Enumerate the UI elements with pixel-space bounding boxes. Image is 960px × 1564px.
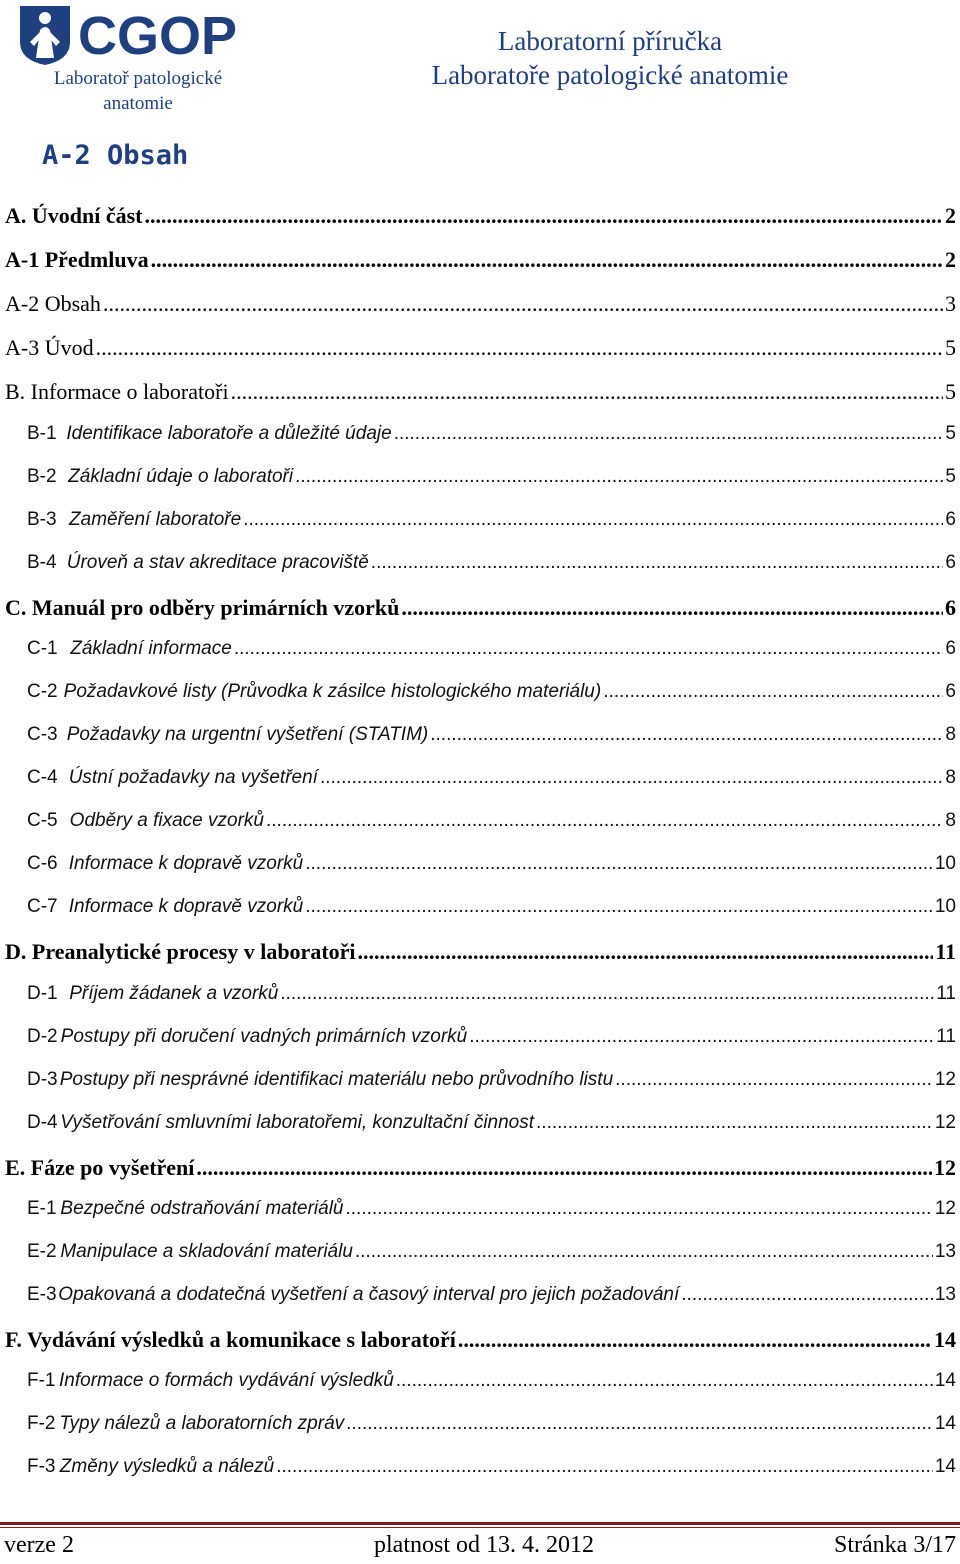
toc-page-number: 5: [945, 466, 956, 487]
toc-entry[interactable]: [0, 595, 956, 625]
toc-entry-title: Ústní požadavky na vyšetření: [68, 767, 318, 788]
toc-entry-code: C-4: [27, 767, 58, 788]
toc-entry-label: D. Preanalytické procesy v laboratoři: [5, 939, 356, 964]
toc-dot-leader: [394, 423, 944, 445]
toc-entry-title: Změny výsledků a nálezů: [59, 1456, 275, 1477]
toc-dot-leader: [295, 466, 943, 488]
toc-entry-title: Úroveň a stav akreditace pracoviště: [66, 552, 369, 573]
toc-entry-title: Informace k dopravě vzorků: [68, 896, 304, 917]
toc-dot-leader: [458, 1327, 932, 1353]
toc-page-number: 6: [945, 681, 956, 702]
toc-entry-label: A-2 Obsah: [5, 291, 101, 316]
toc-page-number: 12: [934, 1198, 956, 1219]
toc-entry-title: Bezpečné odstraňování materiálů: [60, 1198, 344, 1219]
toc-page-number: 13: [934, 1241, 956, 1262]
toc-dot-leader: [280, 983, 934, 1005]
toc-entry-title: Identifikace laboratoře a důležité údaje: [66, 423, 392, 444]
toc-page-number: 6: [945, 552, 956, 573]
footer-valid-from: platnost od 13. 4. 2012: [374, 1532, 594, 1558]
toc-entry-title: Vyšetřování smluvními laboratořemi, konzultační činnost: [60, 1112, 535, 1133]
toc-entry-title: Informace o formách vydávání výsledků: [59, 1370, 394, 1391]
toc-entry-code: D-2: [27, 1026, 58, 1047]
toc-entry-title: Opakovaná a dodatečná vyšetření a časový interval pro jejich požadování: [58, 1284, 680, 1305]
toc-dot-leader: [103, 291, 943, 317]
toc-page-number: 14: [934, 1370, 956, 1391]
toc-entry[interactable]: [0, 335, 956, 365]
toc-page-number: 12: [934, 1069, 956, 1090]
toc-entry[interactable]: [0, 1155, 956, 1185]
toc-entry-code: D-1: [27, 983, 58, 1004]
toc-page-number: 5: [945, 423, 956, 444]
toc-page-number: 13: [934, 1284, 956, 1305]
toc-entry[interactable]: [0, 767, 956, 795]
toc-entry-code: E-3: [27, 1284, 57, 1305]
footer-rule-thin: [0, 1527, 960, 1528]
document-title: [380, 24, 840, 92]
toc-dot-leader: [231, 379, 943, 405]
toc-dot-leader: [305, 853, 933, 875]
toc-entry[interactable]: [0, 724, 956, 752]
toc-page-number: 14: [934, 1327, 956, 1352]
toc-dot-leader: [243, 509, 943, 531]
toc-page-number: 3: [945, 291, 956, 316]
toc-dot-leader: [396, 1370, 933, 1392]
toc-entry-code: C-7: [27, 896, 58, 917]
toc-entry[interactable]: [0, 203, 956, 233]
toc-page-number: 10: [934, 853, 956, 874]
toc-dot-leader: [681, 1284, 933, 1306]
toc-entry-label: B. Informace o laboratoři: [5, 379, 229, 404]
toc-entry[interactable]: [0, 1241, 956, 1269]
toc-entry-label: E. Fáze po vyšetření: [5, 1155, 195, 1180]
toc-page-number: 11: [936, 1026, 956, 1047]
toc-entry[interactable]: [0, 983, 956, 1011]
toc-dot-leader: [355, 1241, 933, 1263]
toc-entry-title: Manipulace a skladování materiálu: [60, 1241, 353, 1262]
toc-entry[interactable]: [0, 1413, 956, 1441]
toc-entry-code: D-4: [27, 1112, 58, 1133]
toc-entry-title: Příjem žádanek a vzorků: [69, 983, 279, 1004]
toc-page-number: 5: [945, 379, 956, 404]
toc-entry[interactable]: [0, 466, 956, 494]
toc-page-number: 6: [945, 638, 956, 659]
toc-page-number: 11: [936, 983, 956, 1004]
svg-text:CGOP: CGOP: [78, 6, 238, 66]
toc-entry[interactable]: [0, 1069, 956, 1097]
toc-page-number: 11: [935, 939, 956, 964]
toc-entry-title: Základní informace: [70, 638, 232, 659]
toc-dot-leader: [145, 203, 943, 229]
toc-page-number: 10: [934, 896, 956, 917]
toc-entry-label: A-1 Předmluva: [5, 247, 149, 272]
toc-entry[interactable]: [0, 638, 956, 666]
toc-entry[interactable]: [0, 379, 956, 409]
toc-dot-leader: [536, 1112, 933, 1134]
footer-rule: [0, 1522, 960, 1525]
toc-entry[interactable]: [0, 1284, 956, 1312]
toc-entry-label: C. Manuál pro odběry primárních vzorků: [5, 595, 400, 620]
logo-emblem-icon: [20, 6, 70, 65]
toc-entry-code: C-1: [27, 638, 58, 659]
toc-entry-title: Postupy při doručení vadných primárních vzorků: [60, 1026, 468, 1047]
page-footer: [0, 1532, 960, 1562]
toc-entry[interactable]: [0, 1026, 956, 1054]
toc-entry-code: E-2: [27, 1241, 57, 1262]
toc-dot-leader: [234, 638, 944, 660]
toc-entry[interactable]: [0, 1327, 956, 1357]
toc-entry-code: C-5: [27, 810, 58, 831]
toc-entry[interactable]: [0, 552, 956, 580]
toc-dot-leader: [276, 1456, 933, 1478]
toc-page-number: 12: [934, 1155, 956, 1180]
toc-entry-title: Požadavkové listy (Průvodka k zásilce histologického materiálu): [63, 681, 602, 702]
toc-page-number: 2: [945, 203, 956, 228]
toc-entry-code: B-3: [27, 509, 57, 530]
footer-version: verze 2: [4, 1532, 74, 1558]
toc-entry-code: F-3: [27, 1456, 56, 1477]
toc-page-number: 14: [934, 1413, 956, 1434]
toc-dot-leader: [615, 1069, 933, 1091]
toc-entry[interactable]: [0, 423, 956, 451]
toc-page-number: 12: [934, 1112, 956, 1133]
toc-entry-title: Zaměření laboratoře: [69, 509, 242, 530]
toc-entry-code: C-2: [27, 681, 58, 702]
toc-entry[interactable]: [0, 896, 956, 924]
toc-entry-code: B-1: [27, 423, 57, 444]
toc-entry-label: F. Vydávání výsledků a komunikace s laboratoří: [5, 1327, 456, 1352]
toc-entry[interactable]: [0, 1370, 956, 1398]
toc-dot-leader: [371, 552, 944, 574]
toc-page-number: 8: [945, 724, 956, 745]
toc-entry-code: B-4: [27, 552, 57, 573]
toc-dot-leader: [151, 247, 943, 273]
cgop-logo: [14, 2, 260, 66]
toc-dot-leader: [345, 1198, 932, 1220]
toc-entry-title: Informace k dopravě vzorků: [68, 853, 304, 874]
toc-entry[interactable]: [0, 939, 956, 969]
toc-dot-leader: [305, 896, 933, 918]
toc-entry[interactable]: [0, 509, 956, 537]
toc-entry-code: F-1: [27, 1370, 56, 1391]
logo-subtitle: Laboratoř patologické anatomie: [53, 68, 223, 114]
toc-dot-leader: [346, 1413, 933, 1435]
toc-dot-leader: [358, 939, 934, 965]
page-heading: A-2 Obsah: [42, 140, 189, 171]
toc-dot-leader: [196, 1155, 932, 1181]
toc-entry-code: F-2: [27, 1413, 56, 1434]
toc-page-number: 5: [945, 335, 956, 360]
toc-dot-leader: [266, 810, 943, 832]
toc-page-number: 6: [945, 595, 956, 620]
toc-entry-label: A. Úvodní část: [5, 203, 143, 228]
toc-entry[interactable]: [0, 247, 956, 277]
document-title-line2: Laboratoře patologické anatomie: [431, 60, 789, 90]
toc-entry-code: C-3: [27, 724, 58, 745]
toc-entry[interactable]: [0, 853, 956, 881]
footer-page-number: Stránka 3/17: [834, 1532, 956, 1558]
toc-entry[interactable]: [0, 1112, 956, 1140]
toc-dot-leader: [96, 335, 943, 361]
toc-entry-title: Požadavky na urgentní vyšetření (STATIM): [66, 724, 429, 745]
toc-entry[interactable]: [0, 291, 956, 321]
toc-page-number: 2: [945, 247, 956, 272]
toc-page-number: 8: [945, 767, 956, 788]
toc-entry-title: Typy nálezů a laboratorních zpráv: [59, 1413, 345, 1434]
toc-dot-leader: [401, 595, 943, 621]
toc-entry-title: Odběry a fixace vzorků: [69, 810, 264, 831]
toc-entry[interactable]: [0, 1198, 956, 1226]
toc-entry-code: D-3: [27, 1069, 58, 1090]
toc-entry[interactable]: [0, 810, 956, 838]
toc-entry-title: Základní údaje o laboratoři: [68, 466, 294, 487]
toc-entry-label: A-3 Úvod: [5, 335, 94, 360]
toc-page-number: 8: [945, 810, 956, 831]
document-title-line1: Laboratorní příručka: [497, 26, 723, 56]
toc-dot-leader: [469, 1026, 934, 1048]
toc-dot-leader: [320, 767, 943, 789]
toc-entry[interactable]: [0, 681, 956, 709]
toc-entry-code: E-1: [27, 1198, 57, 1219]
toc-entry-code: C-6: [27, 853, 58, 874]
toc-entry-code: B-2: [27, 466, 57, 487]
toc-entry[interactable]: [0, 1456, 956, 1484]
toc-entry-title: Postupy při nesprávné identifikaci materiálu nebo průvodního listu: [59, 1069, 614, 1090]
toc-dot-leader: [603, 681, 943, 703]
toc-page-number: 14: [934, 1456, 956, 1477]
toc-page-number: 6: [945, 509, 956, 530]
toc-dot-leader: [430, 724, 943, 746]
